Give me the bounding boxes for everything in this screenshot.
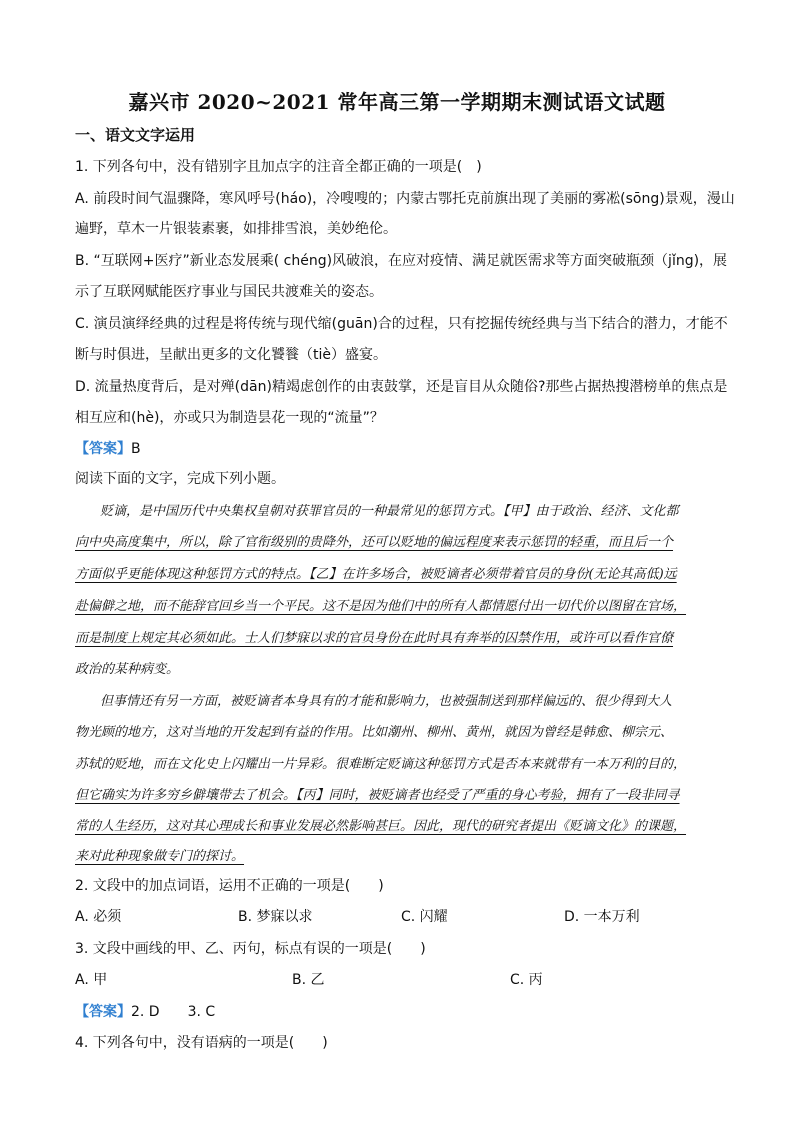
- passage-line: [100, 500, 760, 519]
- q2-option-a: A. 必须: [75, 909, 122, 925]
- passage-line: 来对此种现象做专门的探讨。: [75, 849, 245, 864]
- passage-line: 但事情还有另一方面，被贬谪者本身具有的才能和影响力，也被强制送到那样偏远的、很少得到大人: [100, 694, 673, 709]
- answer-q2-q3: [75, 1001, 215, 1021]
- passage-line: 赴偏僻之地，而不能辞官回乡当一个平民。这不是因为他们中的所有人都情愿付出一切代价以图留在官场，: [75, 599, 687, 614]
- passage-text: 贬谪，是中国历代中央集权皇朝对获罪官员的一种最常见的惩罚方式。【甲】由于政治、经济、文化都: [100, 504, 679, 519]
- answer-label: 【答案】: [75, 441, 131, 457]
- passage-line: 但它确实为许多穷乡僻壤带去了机会。【丙】同时，被贬谪者也经受了严重的身心考验，拥有了一段非同寻: [75, 788, 680, 803]
- page-title: 嘉兴市 2020~2021 常年高三第一学期期末测试语文试题: [128, 90, 666, 114]
- q1-option-b-line1: B. “互联网+医疗”新业态发展乘( chéng)风破浪，在应对疫情、满足就医需求等方面突破瓶颈（jǐng)，展: [75, 253, 728, 269]
- reading-instruction: 阅读下面的文字，完成下列小题。: [75, 471, 285, 487]
- question-3-stem: 3. 文段中画线的甲、乙、丙句，标点有误的一项是( ): [75, 941, 426, 957]
- question-4-stem: 4. 下列各句中，没有语病的一项是( ): [75, 1035, 328, 1051]
- answer-label: 【答案】: [75, 1004, 131, 1020]
- q1-option-c-line1: C. 演员演绎经典的过程是将传统与现代缩(guān)合的过程，只有挖掘传统经典与当下结合的潜力，才能不: [75, 316, 728, 332]
- q1-option-c-line2: 断与时俱进，呈献出更多的文化饕餮（tiè）盛宴。: [75, 347, 387, 363]
- passage-line: 而是制度上规定其必须如此。士人们梦寐以求的官员身份在此时具有奔举的囚禁作用，或许可以看作官僚: [75, 631, 674, 646]
- q2-option-d: D. 一本万利: [564, 909, 640, 925]
- answer-value: 2. D 3. C: [131, 1004, 216, 1020]
- passage-line: 苏轼的贬地，而在文化史上闪耀出一片异彩。很难断定贬谪这种惩罚方式是否本来就带有一本万利的目的，: [75, 757, 687, 772]
- passage-line: 常的人生经历，这对其心理成长和事业发展必然影响甚巨。因此，现代的研究者提出《贬谪文化》的课题，: [75, 819, 687, 834]
- passage-line: 向中央高度集中，所以，除了官衔级别的贵降外，还可以贬地的偏远程度来表示惩罚的轻重，而且后一个: [75, 535, 674, 550]
- q1-option-b-line2: 示了互联网赋能医疗事业与国民共渡难关的姿态。: [75, 284, 383, 300]
- q1-option-a-line1: A. 前段时间气温骤降，寒风呼号(háo)，冷嗖嗖的；内蒙古鄂托克前旗出现了美丽的雾凇(sōng)景观，漫山: [75, 191, 735, 207]
- q1-option-a-line2: 遍野，草木一片银装素裹，如排排雪浪，美妙绝伦。: [75, 221, 397, 237]
- q2-option-b: B. 梦寐以求: [238, 909, 313, 925]
- q3-option-b: B. 乙: [292, 972, 325, 988]
- q1-option-d-line2: 相互应和(hè)，亦或只为制造昙花一现的“流量”？: [75, 410, 384, 426]
- q3-option-a: A. 甲: [75, 972, 108, 988]
- answer-value: B: [131, 441, 141, 457]
- passage-line: 物光顾的地方，这对当地的开发起到有益的作用。比如潮州、柳州、黄州，就因为曾经是韩愈、柳宗元、: [75, 725, 674, 740]
- passage-line: 方面似乎更能体现这种惩罚方式的特点。【乙】在许多场合，被贬谪者必须带着官员的身份(无论其高低)远: [75, 567, 677, 582]
- q2-option-c: C. 闪耀: [401, 909, 448, 925]
- answer-q1: [75, 438, 141, 458]
- section-heading: 一、语文文字运用: [75, 126, 196, 144]
- q1-option-d-line1: D. 流量热度背后，是对殚(dān)精竭虑创作的由衷鼓掌，还是盲目从众随俗?那些占据热搜潜榜单的焦点是: [75, 379, 728, 395]
- passage-line: 政治的某种病变。: [75, 662, 180, 677]
- question-1-stem: 1. 下列各句中，没有错别字且加点字的注音全都正确的一项是( ): [75, 159, 482, 175]
- q3-option-c: C. 丙: [510, 972, 543, 988]
- question-2-stem: 2. 文段中的加点词语，运用不正确的一项是( ): [75, 878, 384, 894]
